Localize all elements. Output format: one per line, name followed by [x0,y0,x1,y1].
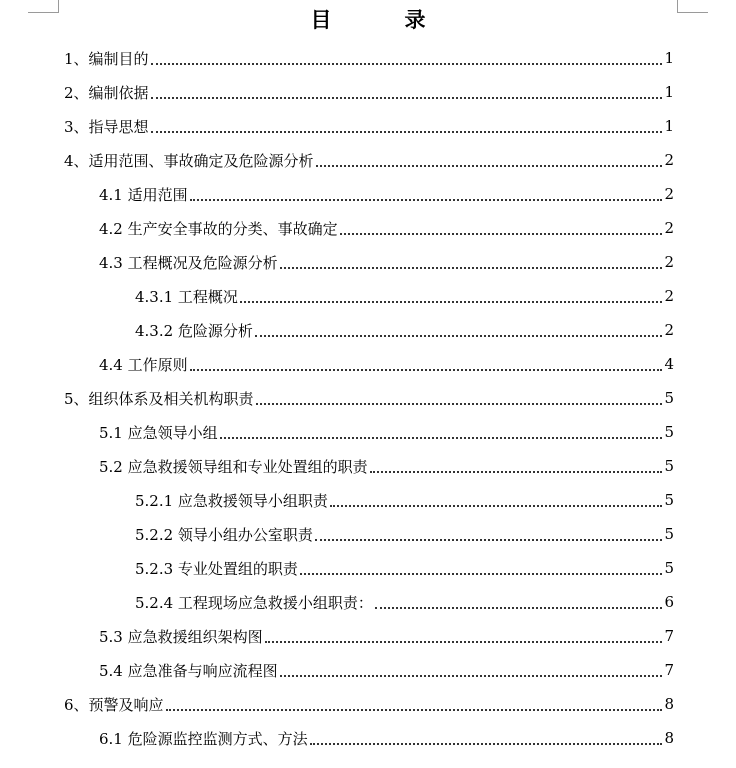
toc-entry[interactable] [64,109,674,143]
toc-entry-page-number: 5 [664,389,674,407]
dot-leader [240,300,663,303]
dot-leader [151,62,663,65]
dot-leader [340,232,663,235]
toc-entry-page-number: 1 [664,117,674,135]
toc-entry[interactable] [99,721,674,755]
toc-entry-label: 6.1 危险源监控监测方式、方法 [99,729,308,748]
dot-leader [375,606,663,609]
toc-entry[interactable] [135,279,674,313]
toc-entry-label: 4.3 工程概况及危险源分析 [99,253,278,272]
toc-entry-label: 4.3.1 工程概况 [135,287,238,306]
dot-leader [280,266,663,269]
toc-entry-page-number: 8 [664,729,674,747]
toc-entry-page-number: 2 [664,253,674,271]
dot-leader [255,334,663,337]
toc-entry-label: 4.3.2 危险源分析 [135,321,253,340]
toc-entry-label: 4.2 生产安全事故的分类、事故确定 [99,219,338,238]
toc-entry[interactable] [64,381,674,415]
dot-leader [315,538,663,541]
dot-leader [265,640,663,643]
toc-entry-label: 5.2.2 领导小组办公室职责 [135,525,313,544]
toc-entry-page-number: 2 [664,321,674,339]
dot-leader [220,436,663,439]
toc-entry-page-number: 2 [664,185,674,203]
toc-entry[interactable] [64,41,674,75]
toc-entry[interactable] [64,143,674,177]
dot-leader [151,96,663,99]
toc-entry[interactable] [135,551,674,585]
dot-leader [310,742,663,745]
dot-leader [300,572,663,575]
toc-entry[interactable] [99,619,674,653]
toc-entry[interactable] [64,687,674,721]
dot-leader [330,504,663,507]
toc-entry-label: 5.3 应急救援组织架构图 [99,627,263,646]
toc-entry[interactable] [135,483,674,517]
toc-entry-page-number: 5 [664,525,674,543]
dot-leader [256,402,663,405]
toc-entry-page-number: 7 [664,661,674,679]
dot-leader [166,708,663,711]
toc-entry-page-number: 5 [664,559,674,577]
toc-entry[interactable] [135,313,674,347]
toc-entry-page-number: 2 [664,219,674,237]
toc-entry-label: 1、编制目的 [64,49,149,68]
toc-entry[interactable] [99,245,674,279]
toc-entry-label: 4.4 工作原则 [99,355,188,374]
toc-entry-label: 5、组织体系及相关机构职责 [64,389,254,408]
toc-entry[interactable] [135,585,674,619]
toc-entry-page-number: 2 [664,287,674,305]
toc-entry[interactable] [99,177,674,211]
toc-entry-page-number: 4 [664,355,674,373]
dot-leader [190,368,663,371]
toc-entry[interactable] [99,449,674,483]
toc-entry[interactable] [135,517,674,551]
toc-entry-label: 5.2.3 专业处置组的职责 [135,559,298,578]
toc-entry-label: 4.1 适用范围 [99,185,188,204]
toc-entry-label: 5.4 应急准备与响应流程图 [99,661,278,680]
toc-entry-page-number: 5 [664,423,674,441]
toc-entry-page-number: 1 [664,49,674,67]
toc-entry-page-number: 6 [664,593,674,611]
toc-entry-label: 5.2.4 工程现场应急救援小组职责： [135,593,373,612]
toc-title: 目 录 [310,8,452,32]
toc-entry-label: 3、指导思想 [64,117,149,136]
toc-entry[interactable] [99,347,674,381]
toc-entry-page-number: 7 [664,627,674,645]
dot-leader [151,130,663,133]
toc-entry-page-number: 8 [664,695,674,713]
dot-leader [280,674,663,677]
dot-leader [190,198,663,201]
toc-entry-label: 2、编制依据 [64,83,149,102]
toc-entry-page-number: 5 [664,457,674,475]
toc-entry-label: 6、预警及响应 [64,695,164,714]
toc-entry-page-number: 2 [664,151,674,169]
toc-entry-page-number: 1 [664,83,674,101]
toc-entry-label: 4、适用范围、事故确定及危险源分析 [64,151,314,170]
toc-entry-label: 5.2.1 应急救援领导小组职责 [135,491,328,510]
toc-entry-page-number: 5 [664,491,674,509]
dot-leader [370,470,663,473]
toc-entry[interactable] [99,211,674,245]
toc-entry[interactable] [99,653,674,687]
toc-entry-label: 5.1 应急领导小组 [99,423,218,442]
toc-entry[interactable] [64,75,674,109]
dot-leader [316,164,663,167]
toc-entry[interactable] [99,415,674,449]
toc-entry-label: 5.2 应急救援领导组和专业处置组的职责 [99,457,368,476]
